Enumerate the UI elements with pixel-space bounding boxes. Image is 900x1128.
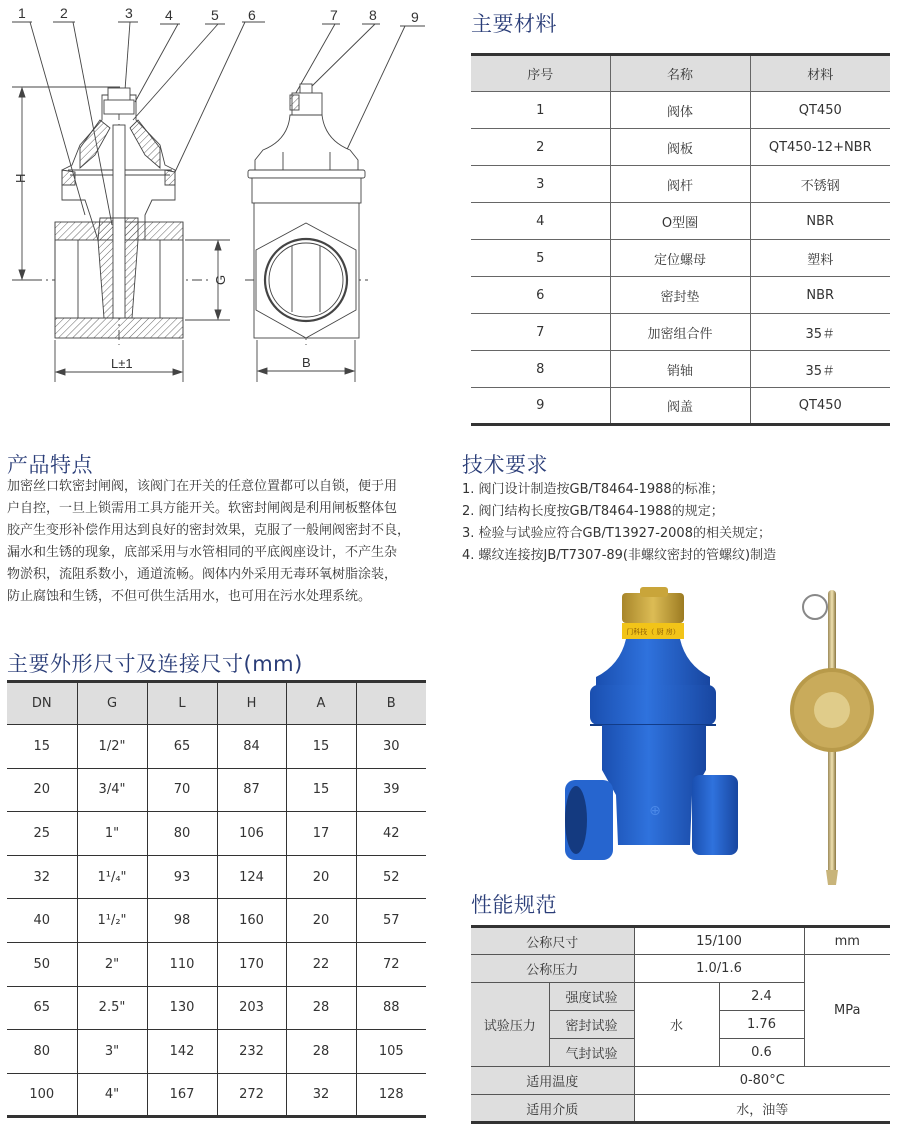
features-line: 漏水和生锈的现象，底部采用与水管相同的平底阀座设计，不产生杂 — [7, 545, 398, 560]
perf-value: 水，油等 — [634, 1095, 890, 1123]
materials-title: 主要材料 — [471, 12, 557, 36]
dimensions-cell: 80 — [7, 1030, 77, 1074]
dimensions-cell: 22 — [286, 942, 356, 986]
callout-9: 9 — [411, 9, 419, 25]
materials-cell: QT450 — [750, 92, 890, 129]
materials-cell: 35＃ — [750, 351, 890, 388]
dimensions-cell: 65 — [147, 725, 217, 769]
leader-line-8 — [310, 24, 375, 88]
features-paragraph — [7, 476, 447, 608]
dimensions-cell: 105 — [356, 1030, 426, 1074]
materials-header-cell: 序号 — [471, 55, 610, 92]
leader-line-7 — [293, 24, 335, 98]
dimensions-cell: 28 — [286, 1030, 356, 1074]
materials-cell: 1 — [471, 92, 610, 129]
dimensions-cell: 40 — [7, 899, 77, 943]
dimensions-title: 主要外形尺寸及连接尺寸(mm) — [7, 652, 303, 676]
dimensions-row — [7, 899, 426, 943]
dimensions-header-cell: H — [217, 682, 286, 725]
dimensions-cell: 20 — [7, 768, 77, 812]
perf-unit: mm — [804, 927, 890, 955]
materials-cell: QT450 — [750, 388, 890, 425]
dimensions-cell: 203 — [217, 986, 286, 1030]
materials-row — [471, 129, 890, 166]
dimensions-cell: 1¹/₂" — [77, 899, 147, 943]
features-title: 产品特点 — [7, 453, 93, 477]
dimensions-cell: 232 — [217, 1030, 286, 1074]
materials-cell: 阀板 — [610, 129, 750, 166]
brass-cap — [622, 593, 684, 623]
materials-cell: 密封垫 — [610, 277, 750, 314]
dimensions-cell: 84 — [217, 725, 286, 769]
dimensions-cell: 124 — [217, 855, 286, 899]
dimensions-cell: 52 — [356, 855, 426, 899]
materials-cell: 阀体 — [610, 92, 750, 129]
requirement-item: 1. 阀门设计制造按GB/T8464-1988的标准； — [462, 482, 724, 497]
leader-line-3 — [125, 22, 130, 90]
leader-line-5 — [133, 24, 218, 120]
materials-cell: 2 — [471, 129, 610, 166]
requirement-item: 3. 检验与试验应符合GB/T13927-2008的相关规定； — [462, 526, 771, 541]
perf-label: 适用介质 — [471, 1095, 634, 1123]
svg-text:⊕: ⊕ — [649, 803, 661, 819]
materials-cell: 销轴 — [610, 351, 750, 388]
dimensions-cell: 25 — [7, 812, 77, 856]
performance-title: 性能规范 — [471, 893, 557, 917]
features-line: 防止腐蚀和生锈，不但可供生活用水，也可用在污水处理系统。 — [7, 589, 372, 604]
dimensions-cell: 32 — [286, 1073, 356, 1117]
perf-label: 公称尺寸 — [471, 927, 634, 955]
features-line: 加密丝口软密封闸阀，该阀门在开关的任意位置都可以自锁，便于用 — [7, 479, 398, 494]
dimensions-cell: 15 — [7, 725, 77, 769]
leader-line-1 — [30, 22, 85, 215]
materials-cell: QT450-12+NBR — [750, 129, 890, 166]
dimensions-cell: 39 — [356, 768, 426, 812]
materials-cell: 3 — [471, 166, 610, 203]
requirement-item: 2. 阀门结构长度按GB/T8464-1988的规定； — [462, 504, 724, 519]
dimensions-cell: 1¹/₄" — [77, 855, 147, 899]
materials-cell: 阀盖 — [610, 388, 750, 425]
perf-sublabel: 强度试验 — [549, 983, 634, 1011]
dimensions-row — [7, 812, 426, 856]
dim-label-l: L±1 — [111, 356, 133, 371]
dimensions-header-cell: L — [147, 682, 217, 725]
dimensions-cell: 2.5" — [77, 986, 147, 1030]
callout-8: 8 — [369, 7, 377, 23]
perf-value: 1.76 — [719, 1011, 804, 1039]
product-photo — [560, 585, 890, 895]
dimensions-cell: 128 — [356, 1073, 426, 1117]
materials-cell: 5 — [471, 240, 610, 277]
materials-cell: O型圈 — [610, 203, 750, 240]
dimensions-cell: 142 — [147, 1030, 217, 1074]
dimensions-header-row — [7, 682, 426, 725]
materials-cell: 不锈钢 — [750, 166, 890, 203]
callout-4: 4 — [165, 7, 173, 23]
dimensions-header-cell: A — [286, 682, 356, 725]
dimensions-row — [7, 1073, 426, 1117]
materials-cell: 8 — [471, 351, 610, 388]
callout-2: 2 — [60, 5, 68, 21]
materials-cell: 9 — [471, 388, 610, 425]
key-ring — [803, 595, 827, 619]
materials-cell: 阀杆 — [610, 166, 750, 203]
dimensions-cell: 160 — [217, 899, 286, 943]
dimensions-cell: 20 — [286, 855, 356, 899]
valve-technical-drawing — [0, 0, 450, 400]
performance-table — [471, 925, 890, 1124]
dimensions-row — [7, 855, 426, 899]
perf-label: 试验压力 — [471, 983, 549, 1067]
dimensions-row — [7, 1030, 426, 1074]
dimensions-cell: 15 — [286, 768, 356, 812]
materials-row — [471, 92, 890, 129]
callout-6: 6 — [248, 7, 256, 23]
requirements-list — [462, 479, 892, 567]
materials-cell: 35＃ — [750, 314, 890, 351]
dimensions-cell: 20 — [286, 899, 356, 943]
materials-table — [471, 53, 890, 426]
materials-header-row — [471, 55, 890, 92]
dimensions-cell: 28 — [286, 986, 356, 1030]
materials-row — [471, 314, 890, 351]
dimensions-cell: 87 — [217, 768, 286, 812]
gate-valve-photo — [565, 587, 738, 860]
dim-label-b: B — [302, 355, 311, 370]
dimensions-row — [7, 942, 426, 986]
dimensions-cell: 65 — [7, 986, 77, 1030]
materials-cell: NBR — [750, 203, 890, 240]
perf-value: 0-80°C — [634, 1067, 890, 1095]
materials-cell: 4 — [471, 203, 610, 240]
materials-cell: 加密组合件 — [610, 314, 750, 351]
dimensions-cell: 17 — [286, 812, 356, 856]
dimensions-cell: 32 — [7, 855, 77, 899]
materials-row — [471, 388, 890, 425]
dimensions-cell: 30 — [356, 725, 426, 769]
dimensions-cell: 80 — [147, 812, 217, 856]
dimensions-cell: 100 — [7, 1073, 77, 1117]
leader-line-4 — [135, 24, 178, 102]
perf-row-temp — [471, 1067, 890, 1095]
materials-header-cell: 名称 — [610, 55, 750, 92]
materials-row — [471, 240, 890, 277]
materials-cell: 塑料 — [750, 240, 890, 277]
perf-label: 适用温度 — [471, 1067, 634, 1095]
dimensions-cell: 170 — [217, 942, 286, 986]
requirement-item: 4. 螺纹连接按JB/T7307-89(非螺纹密封的管螺纹)制造 — [462, 548, 777, 563]
materials-cell: 7 — [471, 314, 610, 351]
dimensions-cell: 3" — [77, 1030, 147, 1074]
materials-cell: NBR — [750, 277, 890, 314]
dimensions-cell: 1" — [77, 812, 147, 856]
callout-5: 5 — [211, 7, 219, 23]
dimensions-cell: 88 — [356, 986, 426, 1030]
leader-line-6 — [175, 22, 245, 172]
lock-key-photo — [790, 590, 874, 885]
perf-value: 1.0/1.6 — [634, 955, 804, 983]
perf-sublabel: 密封试验 — [549, 1011, 634, 1039]
dimensions-cell: 98 — [147, 899, 217, 943]
perf-test-medium: 水 — [634, 983, 719, 1067]
materials-row — [471, 203, 890, 240]
dimensions-cell: 50 — [7, 942, 77, 986]
dimensions-cell: 15 — [286, 725, 356, 769]
callout-7: 7 — [330, 7, 338, 23]
dim-label-h: H — [13, 173, 28, 183]
callout-3: 3 — [125, 5, 133, 21]
cap-label-text: 门科技（ 厨 房） — [626, 628, 680, 636]
perf-sublabel: 气封试验 — [549, 1039, 634, 1067]
dimensions-header-cell: DN — [7, 682, 77, 725]
perf-label: 公称压力 — [471, 955, 634, 983]
features-line: 胶产生变形补偿作用达到良好的密封效果，克服了一般闸阀密封不良， — [7, 523, 411, 538]
materials-row — [471, 277, 890, 314]
dimensions-cell: 70 — [147, 768, 217, 812]
dimensions-cell: 1/2" — [77, 725, 147, 769]
dimensions-cell: 167 — [147, 1073, 217, 1117]
dimensions-header-cell: B — [356, 682, 426, 725]
dimensions-cell: 272 — [217, 1073, 286, 1117]
materials-cell: 定位螺母 — [610, 240, 750, 277]
dimensions-cell: 3/4" — [77, 768, 147, 812]
callout-1: 1 — [18, 5, 26, 21]
materials-cell: 6 — [471, 277, 610, 314]
perf-row-nominal-pressure — [471, 955, 890, 983]
materials-row — [471, 351, 890, 388]
dimensions-row — [7, 768, 426, 812]
features-line: 物淤积，流阻系数小，通道流畅。阀体内外采用无毒环氧树脂涂装， — [7, 567, 398, 582]
dimensions-cell: 72 — [356, 942, 426, 986]
dimensions-table — [7, 680, 426, 1118]
dimensions-cell: 110 — [147, 942, 217, 986]
requirements-title: 技术要求 — [462, 453, 548, 477]
dimensions-cell: 130 — [147, 986, 217, 1030]
dimensions-cell: 57 — [356, 899, 426, 943]
perf-value: 2.4 — [719, 983, 804, 1011]
perf-unit: MPa — [804, 955, 890, 1067]
perf-value: 15/100 — [634, 927, 804, 955]
dimensions-cell: 106 — [217, 812, 286, 856]
dimensions-row — [7, 725, 426, 769]
dimensions-cell: 2" — [77, 942, 147, 986]
perf-row-medium — [471, 1095, 890, 1123]
perf-row-nominal-size — [471, 927, 890, 955]
dim-label-g: G — [213, 274, 228, 285]
dimensions-cell: 42 — [356, 812, 426, 856]
perf-value: 0.6 — [719, 1039, 804, 1067]
materials-row — [471, 166, 890, 203]
materials-header-cell: 材料 — [750, 55, 890, 92]
features-line: 户自控，一旦上锁需用工具方能开关。软密封闸阀是利用闸板整体包 — [7, 501, 398, 516]
dimensions-header-cell: G — [77, 682, 147, 725]
dimensions-cell: 93 — [147, 855, 217, 899]
dimensions-cell: 4" — [77, 1073, 147, 1117]
dimensions-row — [7, 986, 426, 1030]
